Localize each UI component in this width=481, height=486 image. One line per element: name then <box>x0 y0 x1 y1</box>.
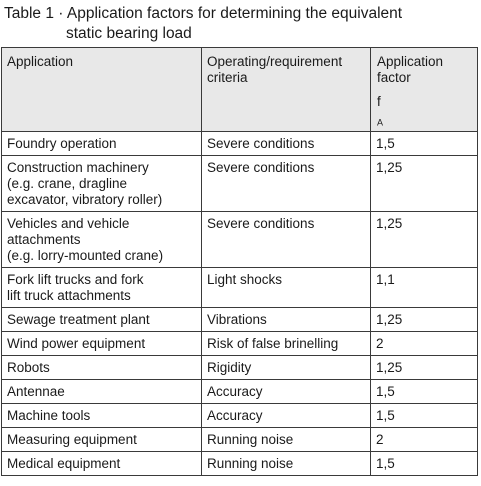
application-text-line: Fork lift trucks and fork <box>7 271 144 287</box>
header-criteria <box>202 48 371 132</box>
table-row <box>2 427 478 451</box>
cell-criteria: Accuracy <box>202 403 371 427</box>
cell-factor: 2 <box>371 331 478 355</box>
table-row <box>2 155 478 211</box>
application-text-line: Construction machinery <box>7 159 149 175</box>
application-text-line: Measuring equipment <box>7 431 137 447</box>
cell-criteria: Running noise <box>202 427 371 451</box>
cell-factor: 1,5 <box>371 403 478 427</box>
cell-criteria: Severe conditions <box>202 131 371 155</box>
factor-symbol-base: f <box>377 94 381 109</box>
cell-application <box>2 331 202 355</box>
cell-application <box>2 451 202 475</box>
application-text-line: Robots <box>7 359 50 375</box>
cell-application <box>2 307 202 331</box>
cell-application <box>2 355 202 379</box>
cell-factor: 1,5 <box>371 451 478 475</box>
cell-application <box>2 211 202 267</box>
header-application <box>2 48 202 132</box>
table-caption <box>4 4 474 44</box>
header-application-label: Application <box>7 54 74 69</box>
application-text-line: Vehicles and vehicle <box>7 215 130 231</box>
cell-application <box>2 155 202 211</box>
application-text-line: (e.g. crane, dragline <box>7 175 128 191</box>
table-row <box>2 131 478 155</box>
caption-line-1: Table 1 · Application factors for determining the equivalent <box>4 5 403 22</box>
application-factors-table <box>1 47 478 476</box>
cell-criteria: Severe conditions <box>202 211 371 267</box>
cell-application <box>2 427 202 451</box>
header-row <box>2 48 478 132</box>
cell-factor: 1,25 <box>371 155 478 211</box>
table-body <box>2 131 478 475</box>
header-criteria-line-2: criteria <box>207 70 248 85</box>
cell-application <box>2 267 202 307</box>
cell-criteria: Severe conditions <box>202 155 371 211</box>
table-row <box>2 451 478 475</box>
table-row <box>2 331 478 355</box>
table-header <box>2 48 478 132</box>
table-row <box>2 307 478 331</box>
header-factor-symbol <box>377 94 472 131</box>
cell-criteria: Rigidity <box>202 355 371 379</box>
cell-factor: 1,25 <box>371 307 478 331</box>
header-criteria-line-1: Operating/requirement <box>207 54 343 69</box>
table-row <box>2 403 478 427</box>
application-text-line: Sewage treatment plant <box>7 311 150 327</box>
application-text-line: (e.g. lorry-mounted crane) <box>7 247 164 263</box>
application-text-line: Machine tools <box>7 407 91 423</box>
cell-factor: 2 <box>371 427 478 451</box>
cell-criteria: Risk of false brinelling <box>202 331 371 355</box>
application-text-line: Wind power equipment <box>7 335 146 351</box>
cell-factor: 1,25 <box>371 355 478 379</box>
table-row <box>2 355 478 379</box>
caption-line-2: static bearing load <box>66 25 192 42</box>
factor-symbol-subscript: A <box>377 117 384 128</box>
cell-application <box>2 403 202 427</box>
table-row <box>2 379 478 403</box>
application-text-line: attachments <box>7 231 81 247</box>
header-factor-line-2: factor <box>377 70 411 85</box>
application-text-line: Medical equipment <box>7 455 121 471</box>
cell-factor: 1,5 <box>371 131 478 155</box>
cell-factor: 1,25 <box>371 211 478 267</box>
cell-criteria: Accuracy <box>202 379 371 403</box>
cell-criteria: Running noise <box>202 451 371 475</box>
application-text-line: Antennae <box>7 383 65 399</box>
application-text-line: excavator, vibratory roller) <box>7 191 163 207</box>
application-text-line: lift truck attachments <box>7 287 131 303</box>
cell-criteria: Light shocks <box>202 267 371 307</box>
header-factor-line-1: Application <box>377 54 444 69</box>
table-row <box>2 211 478 267</box>
cell-factor: 1,1 <box>371 267 478 307</box>
cell-application <box>2 379 202 403</box>
cell-factor: 1,5 <box>371 379 478 403</box>
header-factor <box>371 48 478 132</box>
cell-application <box>2 131 202 155</box>
table-row <box>2 267 478 307</box>
application-text-line: Foundry operation <box>7 135 117 151</box>
cell-criteria: Vibrations <box>202 307 371 331</box>
